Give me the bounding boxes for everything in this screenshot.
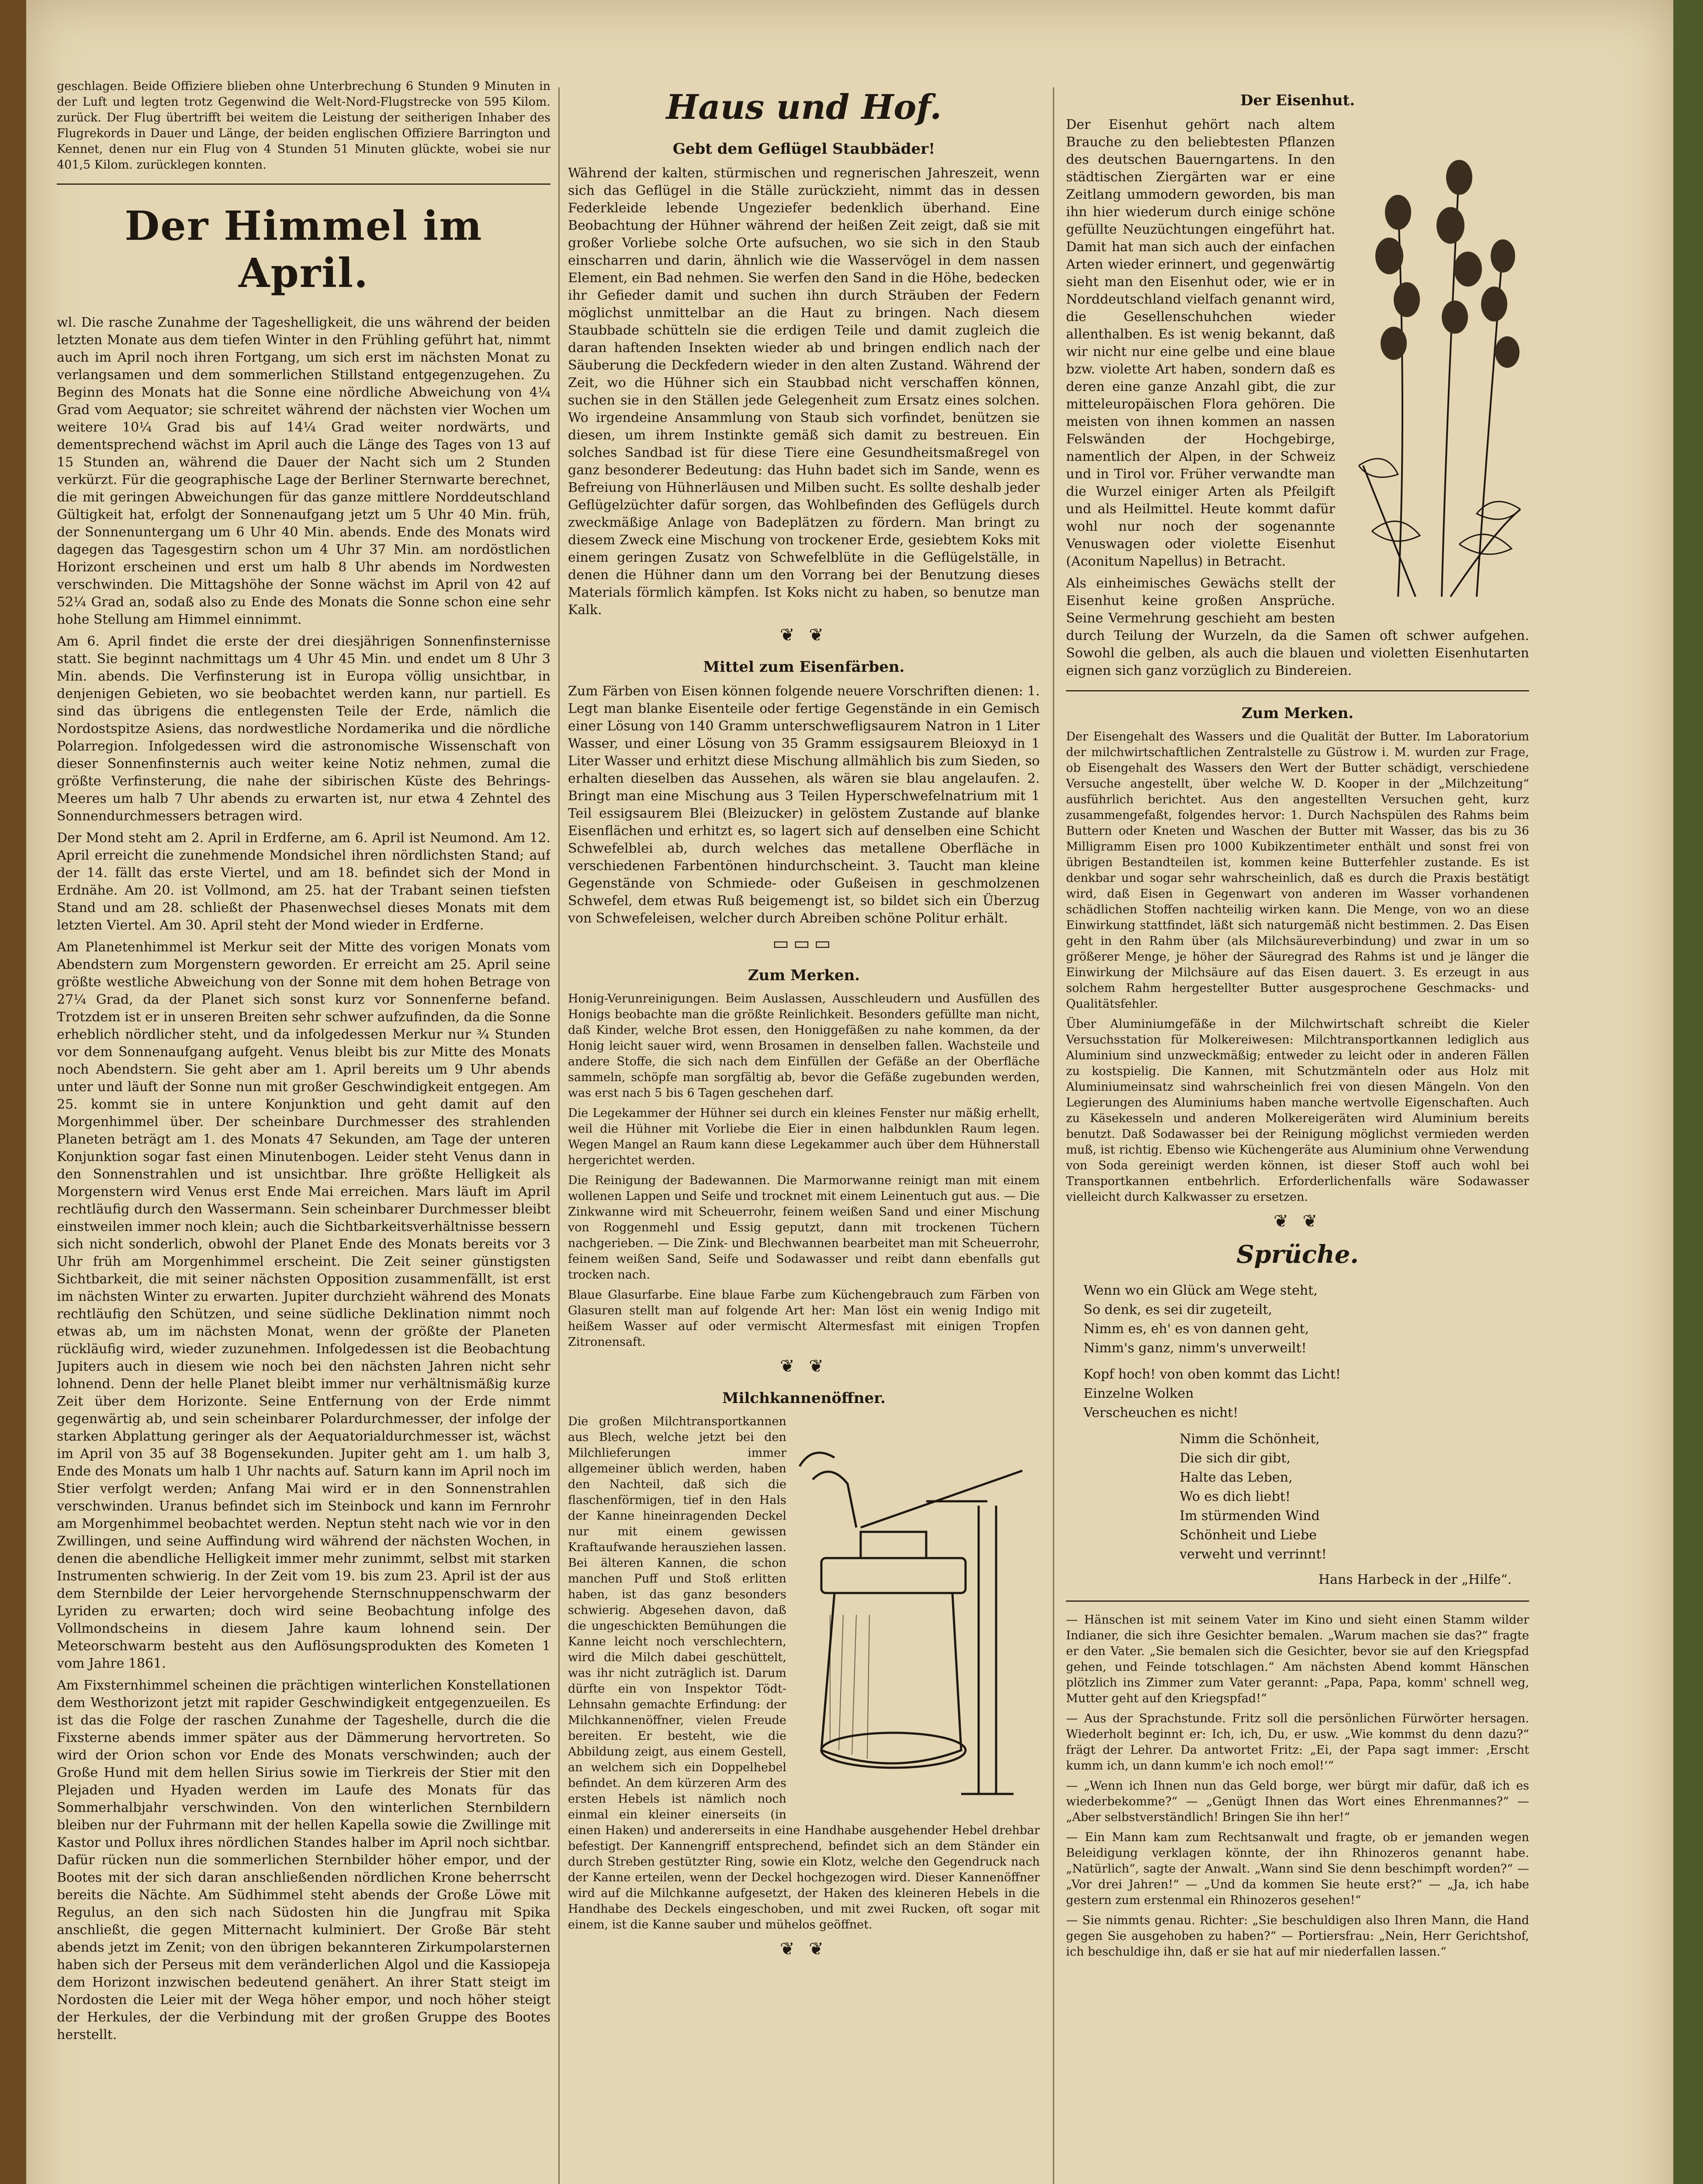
poem-stanza-3: [1180, 1431, 1529, 1563]
poem-line: Die sich dir gibt,: [1180, 1451, 1291, 1466]
left-page-edge: [0, 0, 26, 2184]
article-paragraph: Über Aluminiumgefäße in der Milchwirtschaft schreibt die Kieler Versuchsstation für Molkereiwesen: Milchtransportkannen lediglich aus Aluminium sind unzweckmäßig; entweder zu leicht oder in anderen Fällen zu kostspielig. Die Kannen, mit Schutzmänteln oder aus Holz mit Aluminiumeinsatz sind wahrscheinlich frei von diesen Mängeln. Von den Legierungen des Aluminiums haben manche wertvolle Eigenschaften. Auch zu Käsekesseln und anderen Molkereigeräten wird Aluminium bereits benutzt. Daß Sodawasser bei der Reinigung möglichst vermieden werden muß, ist richtig. Ebenso wie Küchengeräte aus Aluminium ohne Verwendung von Soda gereinigt werden können, ist dieser Stoff auch wohl bei Transportkannen entbehrlich. Erforderlichenfalls wäre Sodawasser vielleicht durch Kalkwasser zu ersetzen.: [1066, 1017, 1529, 1204]
poem-stanza-1: [1083, 1282, 1529, 1357]
ornament: ❦ ❦: [780, 1939, 828, 1959]
article-paragraph: Blaue Glasurfarbe. Eine blaue Farbe zum Küchengebrauch zum Färben von Glasuren stellt man auf folgende Art her: Man löst ein wenig Indigo mit heißem Wasser auf oder vermischt Altermesfast mit einigen Tropfen Zitronensaft.: [568, 1288, 1040, 1349]
ornament-boxes: ▭▭▭: [772, 933, 835, 954]
poem-line: Einzelne Wolken: [1083, 1386, 1194, 1401]
milk-can-opener-illustration: [795, 1418, 1040, 1804]
poem-stanza-2: [1083, 1366, 1529, 1422]
article-paragraph: Die Legekammer der Hühner sei durch ein kleines Fenster nur mäßig erhellt, weil die Hühner mit Vorliebe die Eier in einen halbdunklen Raum legen. Wegen Mangel an Raum kann diese Legekammer auch über dem Hühnerstall hergerichtet werden.: [568, 1106, 1040, 1167]
article-paragraph: Der Eisengehalt des Wassers und die Qualität der Butter. Im Laboratorium der milchwirtschaftlichen Zentralstelle zu Güstrow i. M. wurden zur Frage, ob Eisengehalt des Wassers den Wert der Butter schädigt, verschiedene Versuche angestellt, über welche W. D. Kooper in der „Milchzeitung“ ausführlich berichtet. Aus den angestellten Versuchen geht, kurz zusammengefaßt, folgendes hervor: 1. Durch Nachspülen des Rahms beim Buttern oder Kneten und Waschen der Butter mit Wasser, das bis zu 36 Milligramm Eisen pro 1000 Kubikzentimeter enthält und sonst frei von übrigen Bestandteilen ist, kommen keine Butterfehler zustande. Es ist denkbar und sogar sehr wahrscheinlich, daß es durch die Praxis bestätigt wird, daß Eisen in Gegenwart von anderen im Wasser vorhandenen schädlichen Stoffen nachteilig wirken kann. Die Menge, von wo an diese Einwirkung stattfindet, läßt sich naturgemäß nicht bestimmen. 2. Das Eisen geht in den Rahm über (als Milchsäureverbindung) und zwar in um so größerer Menge, je höher der Säuregrad des Rahms ist und je länger die Einwirkung der Milchsäure auf das Eisen dauert. 3. Es erzeugt in aus solchem Rahm hergestellter Butter ausgesprochene Geschmacks- und Qualitätsfehler.: [1066, 730, 1529, 1011]
article-heading: Zum Merken.: [1241, 705, 1354, 722]
article-paragraph: Als einheimisches Gewächs stellt der Eisenhut keine großen Ansprüche. Seine Vermehrung geschieht am besten durch Teilung der Wurzeln, da die Samen oft schwer aufgehen. Sowohl die gelben, als auch die blauen und violetten Eisenhutarten eignen sich ganz vorzüglich zu Bindereien.: [1066, 576, 1529, 678]
article-heading: Gebt dem Geflügel Staubbäder!: [672, 140, 935, 158]
poem-line: So denk, es sei dir zugeteilt,: [1083, 1302, 1272, 1317]
article-paragraph: wl. Die rasche Zunahme der Tageshelligkeit, die uns während der beiden letzten Monate aus dem tiefen Winter in den Frühling geführt hat, nimmt auch im April noch ihren Fortgang, um sich erst im nächsten Monat zu verlangsamen und dem sommerlichen Stillstand entgegenzugehen. Zu Beginn des Monats hat die Sonne eine nördliche Abweichung von 4¼ Grad vom Aequator; sie schreitet während der nächsten vier Wochen um weitere 10¼ Grad bis auf 14¼ Grad weiter nordwärts, und dementsprechend wächst im April auch die Länge des Tages von 13 auf 15 Stunden an, während die Dauer der Nacht sich um 2 Stunden verkürzt. Für die geographische Lage der Berliner Sternwarte berechnet, die mit geringen Abweichungen für das ganze mittlere Norddeutschland Gültigkeit hat, erfolgt der Sonnenaufgang jetzt um 5 Uhr 40 Min. früh, der Sonnenuntergang um 6 Uhr 40 Min. abends. Ende des Monats wird dagegen das Tagesgestirn schon um 4 Uhr 37 Min. am nordöstlichen Horizont erscheinen und erst um halb 8 Uhr abends im Nordwesten verschwinden. Die Mittagshöhe der Sonne wächst im April von 42 auf 52¼ Grad an, sodaß also zu Ende des Monats die Sonne schon eine sehr hohe Stellung am Himmel einnimmt.: [57, 315, 550, 627]
joke-paragraph: — Hänschen ist mit seinem Vater im Kino und sieht einen Stamm wilder Indianer, die sich ihre Gesichter bemalen. „Warum machen sie das?“ fragte er den Vater. „Sie bemalen sich die Gesichter, bevor sie auf den Kriegspfad gehen, und Feinde totschlagen.“ Am nächsten Abend kommt Hänschen plötzlich ins Zimmer zum Vater gerannt: „Papa, Papa, komm' schnell weg, Mutter geht auf den Kriegspfad!“: [1066, 1613, 1529, 1705]
article-title: Der Himmel im April.: [125, 202, 483, 297]
article-paragraph: Am Fixsternhimmel scheinen die prächtigen winterlichen Konstellationen dem Westhorizont jetzt mit rapider Geschwindigkeit entgegenzueilen. Es ist das die Folge der raschen Zunahme der Tageshelle, durch die die Fixsterne abends immer später aus der Dämmerung hervortreten. So wird der Orion schon vor Ende des Monats verschwinden; auch der Große Hund mit dem hellen Sirius sowie im Tierkreis der Stier mit den Plejaden und Hyaden werden im Laufe des Monats für das Sommerhalbjahr verschwinden. Von den winterlichen Sternbildern bleiben nur der Fuhrmann mit der hellen Kapella sowie die Zwillinge mit Kastor und Pollux ihres nördlichen Standes halber im April noch sichtbar. Dafür rücken nun die sommerlichen Sternbilder höher empor, und der Bootes mit der sich daran anschließenden nördlichen Krone beherrscht bereits die Nächte. Am Südhimmel steht abends der Große Löwe mit Regulus, an den sich nach Südosten hin die Jungfrau mit Spika anschließt, die gegen Mitternacht kulminiert. Der Große Bär steht abends jetzt im Zenit; von den übrigen bekannteren Zirkumpolarsternen haben sich der Perseus mit dem veränderlichen Algol und die Kassiopeja dem Horizont inzwischen bedeutend genähert. An ihrer Statt steigt im Nordosten die Leier mit der Wega höher empor, und noch höher steigt der Herkules, der die Verbindung mit der großen Gruppe des Bootes herstellt.: [57, 1678, 550, 2042]
article-paragraph: Honig-Verunreinigungen. Beim Auslassen, Ausschleudern und Ausfüllen des Honigs beobachte man die größte Reinlichkeit. Besonders gefüllte man nicht, daß Kinder, welche Brot essen, den Honiggefäßen zu nahe kommen, da der Honig leicht sauer wird, wenn Brosamen in denselben fallen. Wachsteile und andere Stoffe, die sich nach dem Einfüllen der Gefäße an der Oberfläche sammeln, schöpfe man sorgfältig ab, bevor die Gefäße zugebunden werden, was erst nach 5 bis 6 Tagen geschehen darf.: [568, 992, 1040, 1100]
column-middle: [568, 79, 1040, 2184]
newspaper-page: [26, 0, 1673, 2184]
article-paragraph: Die Reinigung der Badewannen. Die Marmorwanne reinigt man mit einem wollenen Lappen und Seife und trocknet mit einem Leinentuch gut aus. — Die Zinkwanne wird mit Scheuerrohr, feinem weißen Sand und einer Mischung von Roggenmehl und Essig geputzt, dann mit trockenen Tüchern nachgerieben. — Die Zink- und Blechwannen bearbeitet man mit Scheuerrohr, feinem weißen Sand, Seife und Sodawasser und reibt dann ebenfalls gut trocken nach.: [568, 1174, 1040, 1282]
poem-signature: Hans Harbeck in der „Hilfe“.: [1318, 1572, 1512, 1587]
ornament: ❦ ❦: [780, 1356, 828, 1376]
column-left: [57, 79, 550, 2184]
poem-line: Nimm es, eh' es von dannen geht,: [1083, 1321, 1309, 1337]
intro-paragraph: geschlagen. Beide Offiziere blieben ohne Unterbrechung 6 Stunden 9 Minuten in der Luft und legten trotz Gegenwind die Welt-Nord-Flugstrecke von 595 Kilom. zurück. Der Flug übertrifft bei weitem die Leistung der seitherigen Inhaber des Flugrekords in Dauer und Länge, der beiden englischen Offiziere Barrington und Kennet, denen nur ein Flug von 4 Stunden 51 Minuten glückte, wobei sie nur 401,5 Kilom. zurücklegen konnten.: [57, 79, 550, 172]
poem-line: Halte das Leben,: [1180, 1470, 1293, 1485]
poem-line: Nimm die Schönheit,: [1180, 1431, 1320, 1447]
poem-line: Nimm's ganz, nimm's unverweilt!: [1083, 1341, 1307, 1356]
column-divider: [558, 87, 560, 2184]
monkshood-illustration: [1346, 116, 1529, 607]
article-heading: Zum Merken.: [748, 967, 860, 984]
article-paragraph: Am Planetenhimmel ist Merkur seit der Mitte des vorigen Monats vom Abendstern zum Morgenstern geworden. Er erreicht am 25. April seine größte westliche Abweichung von der Sonne mit dem hohen Betrage von 27¼ Grad, da der Planet sich sonst kurz vor Sonnenferne befand. Trotzdem ist er in unseren Breiten sehr schwer aufzufinden, da die Sonne erheblich nördlicher steht, und da infolgedessen Merkur nur ¾ Stunden vor dem Sonnenaufgang aufgeht. Venus bleibt bis zur Mitte des Monats noch Abendstern. Sie geht aber am 1. April bereits um 9 Uhr abends unter und läuft der Sonne nun mit großer Geschwindigkeit entgegen. Am 25. kommt sie in untere Konjunktion und geht damit auf den Morgenhimmel über. Der scheinbare Durchmesser des strahlenden Planeten beträgt am 1. des Monats 47 Sekunden, am Tage der unteren Konjunktion sogar fast einen Minutenbogen. Leider steht Venus dann in den Sonnenstrahlen und ist unsichtbar. Ihre größte Helligkeit als Morgenstern wird Venus erst Ende Mai erreichen. Mars läuft im April rechtläufig durch den Wassermann. Sein scheinbarer Durchmesser bleibt einstweilen immer noch klein; auch die Sichtbarkeitsverhältnisse bessern sich nicht sonderlich, obwohl der Planet Ende des Monats bereits vor 3 Uhr früh am Morgenhimmel erscheint. Die Zeit seiner günstigsten Sichtbarkeit, die mit seiner nächsten Opposition zusammenfällt, ist erst im nächsten Winter zu erwarten. Jupiter durchzieht während des Monats rechtläufig den Schützen, und seine südliche Deklination nimmt noch etwas ab, um im nächsten Monat, wenn der größte der Planeten rückläufig wird, wieder zuzunehmen. Infolgedessen ist die Beobachtung Jupiters auch in diesem wie noch bei den nächsten Jahren nicht sehr lohnend. Denn der helle Planet bleibt immer nur verhältnismäßig kurze Zeit über dem Horizonte. Seine Entfernung von der Erde nimmt gegenwärtig ab, und sein scheinbarer Polardurchmesser, der infolge der starken Abplattung geringer als der Aequatorialdurchmesser ist, wächst im April von 35 auf 38 Bogensekunden. Jupiter geht am 1. um halb 3, Ende des Monats um halb 1 Uhr nachts auf. Saturn kann im April noch im Stier verfolgt werden; Anfang Mai wird er in den Sonnenstrahlen verschwinden. Uranus befindet sich im Steinbock und kann im Fernrohr am Morgenhimmel beobachtet werden. Neptun steht nach wie vor in den Zwillingen, und seine Auffindung wird während der nächsten Wochen, in denen die abendliche Helligkeit immer mehr zunimmt, selbst mit starken Instrumenten schwierig. In der Zeit vom 19. bis zum 23. April ist der aus dem Sternbilde der Leier hervorgehende Sternschnuppenschwarm der Lyriden zu erwarten; doch wird seine Beobachtung infolge des Vollmondscheins in diesem Jahre kaum lohnend sein. Der Meteorschwarm besteht aus den Auflösungsprodukten des Kometen 1 vom Jahre 1861.: [57, 940, 550, 1671]
article-heading: Mittel zum Eisenfärben.: [703, 658, 905, 676]
binding-spine: [1673, 0, 1703, 2184]
article-paragraph: Während der kalten, stürmischen und regnerischen Jahreszeit, wenn sich das Geflügel in die Ställe zurückzieht, nimmt das in dessen Federkleide lebende Ungeziefer bedenklich überhand. Eine Beobachtung der Hühner während der heißen Zeit zeigt, daß sie mit großer Vorliebe solche Orte aufsuchen, wo sie sich in den Staub einscharren und darin, ähnlich wie die Wasservögel in dem nassen Element, ein Bad nehmen. Sie werfen den Sand in die Höhe, bedecken ihr Gefieder damit und suchen ihn durch Sträuben der Federn möglichst unmittelbar an die Haut zu bringen. Nach diesem Staubbade schütteln sie die erdigen Teile und damit zugleich die daran haftenden Insekten wieder ab und bringen endlich nach der Säuberung die Deckfedern wieder in den alten Zustand. Während der Zeit, wo die Hühner sich ein Staubbad nicht verschaffen können, suchen sie in den Ställen jede Gelegenheit zum Ersatz eines solchen. Wo irgendeine Ansammlung von Staub sich vorfindet, benützen sie diesen, um ihrem Instinkte gemäß sich damit zu bestreuen. Ein solches Sandbad ist für diese Tiere eine Gesundheitsmaßregel von ganz besonderer Bedeutung: das Huhn badet sich im Sande, wenn es Befreiung von Hühnerläusen und Milben sucht. Es sollte deshalb jeder Geflügelzüchter dafür sorgen, das Wohlbefinden des Geflügels durch zweckmäßige Anlage von Badeplätzen zu fördern. Man bringt zu diesem Zweck eine Mischung von trockener Erde, gesiebtem Koks mit einem geringen Zusatz von Schwefelblüte in die Geflügelställe, in denen die Hühner dann um den Vorrang bei der Benutzung dieses Materials förmlich kämpfen. Ist Koks nicht zu haben, so benutze man Kalk.: [568, 166, 1040, 618]
article-heading: Milchkannenöffner.: [722, 1389, 886, 1407]
poem-line: Im stürmenden Wind: [1180, 1508, 1320, 1524]
article-paragraph: Der Eisenhut gehört nach altem Brauche zu den beliebtesten Pflanzen des deutschen Bauerngartens. In den städtischen Ziergärten war er eine Zeitlang ummodern geworden, bis man ihn hier wiederum durch einige schöne gefüllte Neuzüchtungen eingeführt hat. Damit hat man sich auch der einfachen Arten wieder erinnert, und gegenwärtig sieht man den Eisenhut oder, wie er in Norddeutschland vielfach genannt wird, die Gesellenschuhchen wieder allenthalben. Es ist wenig bekannt, daß wir nicht nur eine gelbe und eine blaue bzw. violette Art haben, sondern daß es deren eine ganze Anzahl gibt, die zur mitteleuropäischen Flora gehören. Die meisten von ihnen kommen an nassen Felswänden der Hochgebirge, namentlich der Alpen, in der Schweiz und in Tirol vor. Früher verwandte man die Wurzel einiger Arten als Pfeilgift und als Heilmittel. Heute kommt dafür wohl nur noch der sogenannte Venuswagen oder violette Eisenhut (Aconitum Napellus) in Betracht.: [1066, 117, 1335, 569]
article-paragraph: Zum Färben von Eisen können folgende neuere Vorschriften dienen: 1. Legt man blanke Eisenteile oder fertige Gegenstände in ein Gemisch einer Lösung von 140 Gramm unterschwefligsaurem Natron in 1 Liter Wasser, und einer Lösung von 35 Gramm essigsaurem Bleioxyd in 1 Liter Wasser und erhitzt diese Mischung allmählich bis zum Sieden, so erhalten dieselben das Aussehen, als wären sie blau angelaufen. 2. Bringt man eine Mischung aus 3 Teilen Hyperschwefelnatrium mit 1 Teil essigsaurem Blei (Bleizucker) in gelöstem Zustande auf blanke Eisenflächen und erhitzt es, so lagert sich auf denselben eine Schicht Schwefelblei ab, durch welches das metallene Oberfläche in verschiedenen Farbentönen hindurchscheint. 3. Taucht man kleine Gegenstände von Schmiede- oder Gußeisen in geschmolzenen Schwefel, dem etwas Ruß beigemengt ist, so bildet sich ein Überzug von Schwefeleisen, welcher durch Abreiben schöne Politur erhält.: [568, 684, 1040, 926]
article-paragraph: Am 6. April findet die erste der drei diesjährigen Sonnenfinsternisse statt. Sie beginnt nachmittags um 4 Uhr 45 Min. und endet um 8 Uhr 3 Min. abends. Die Verfinsterung ist in Europa völlig unsichtbar, in denjenigen Gebieten, wo sie beobachtet werden kann, nur partiell. Es sind das übrigens die entlegensten Teile der Erde, nämlich die Nordostspitze Asiens, das nordwestliche Nordamerika und die nördliche Polarregion. Infolgedessen wird die astronomische Wissenschaft von dieser Sonnenfinsternis auch weiter keine Notiz nehmen, zumal die größte Verfinsterung, die nahe der sibirischen Küste des Behrings-Meeres um halb 7 Uhr abends zu erwarten ist, nur etwa 4 Zehntel des Sonnendurchmessers betragen wird.: [57, 634, 550, 824]
divider: [1066, 1600, 1529, 1602]
poem-line: Wo es dich liebt!: [1180, 1489, 1291, 1504]
section-title-sprueche: Sprüche.: [1236, 1240, 1359, 1269]
joke-paragraph: — Aus der Sprachstunde. Fritz soll die persönlichen Fürwörter hersagen. Wiederholt beginnt er: Ich, ich, Du, er usw. „Wie kommst du denn dazu?“ frägt der Lehrer. Da antwortet Fritz: „Ei, der Papa sagt immer: ‚Erscht kumm ich, un dann kumm'e ich noch emol!‘“: [1066, 1712, 1529, 1773]
joke-paragraph: — Ein Mann kam zum Rechtsanwalt und fragte, ob er jemanden wegen Beleidigung verklagen könnte, der ihn Rhinozeros genannt habe. „Natürlich“, sagte der Anwalt. „Wann sind Sie denn beschimpft worden?“ — „Vor drei Jahren!“ — „Und da kommen Sie heute erst?“ — „Ja, ich habe gestern zum erstenmal ein Rhinozeros gesehen!“: [1066, 1831, 1529, 1907]
poem-line: verweht und verrinnt!: [1180, 1547, 1327, 1562]
joke-paragraph: — Sie nimmts genau. Richter: „Sie beschuldigen also Ihren Mann, die Hand gegen Sie ausgehoben zu haben?“ — Portiersfrau: „Nein, Herr Gerichtshof, ich beschuldige ihn, daß er sie hat auf mir niederfallen lassen.“: [1066, 1914, 1529, 1959]
article-paragraph: Die großen Milchtransportkannen aus Blech, welche jetzt bei den Milchlieferungen immer allgemeiner üblich werden, haben den Nachteil, daß sich die flaschenförmigen, tief in den Hals der Kanne hineinragenden Deckel nur mit einem gewissen Kraftaufwande herausziehen lassen. Bei älteren Kannen, die schon manchen Puff und Stoß erlitten haben, ist das ganz besonders schwierig. Abgesehen davon, daß die ungeschickten Bemühungen die Kanne leicht noch verschlechtern, wird die Milch dabei geschüttelt, was ihr nicht zuträglich ist. Darum dürfte ein von Inspektor Tödt-Lehnsahn gemachte Erfindung: der Milchkannenöffner, vielen Freude bereiten. Er besteht, wie die Abbildung zeigt, aus einem Gestell, an welchem sich ein Doppelhebel befindet. An dem kürzeren Arm des ersten Hebels ist nämlich noch einmal ein kleiner einerseits (in einen Haken) und andererseits in eine Handhabe ausgehender Hebel drehbar befestigt. Der Kannengriff entsprechend, befindet sich an dem Ständer ein durch Streben gestützter Ring, sowie ein Klotz, welche den Gegendruck nach der Kanne erteilen, wenn der Deckel hochgezogen wird. Dieser Kannenöffner wird auf die Milchkanne aufgesetzt, der Haken des kleineren Hebels in die Handhabe des Deckels eingeschoben, und mit zwei Rucken, oft sogar mit einem, ist die Kanne sauber und mühelos geöffnet.: [568, 1415, 1040, 1932]
column-right: [1066, 79, 1529, 2184]
column-divider: [1053, 87, 1054, 2184]
joke-paragraph: — „Wenn ich Ihnen nun das Geld borge, wer bürgt mir dafür, daß ich es wiederbekomme?“ — „Genügt Ihnen das Wort eines Ehrenmannes?“ — „Aber selbstverständlich! Bringen Sie ihn her!“: [1066, 1779, 1529, 1824]
ornament: ❦ ❦: [780, 625, 828, 645]
poem-line: Kopf hoch! von oben kommt das Licht!: [1083, 1367, 1341, 1382]
ornament: ❦ ❦: [1274, 1211, 1322, 1231]
poem-line: Verscheuchen es nicht!: [1083, 1405, 1239, 1420]
article-paragraph: Der Mond steht am 2. April in Erdferne, am 6. April ist Neumond. Am 12. April erreicht die zunehmende Mondsichel ihren nördlichsten Stand; auf der 14. fällt das erste Viertel, und am 18. befindet sich der Mond in Erdnähe. Am 20. ist Vollmond, am 25. hat der Trabant seinen tiefsten Stand und am 28. schließt der Phasenwechsel dieses Monats mit dem letzten Viertel. Am 30. April steht der Mond wieder in Erdferne.: [57, 830, 550, 933]
divider: [57, 183, 550, 185]
poem-line: Wenn wo ein Glück am Wege steht,: [1083, 1283, 1318, 1298]
section-title: Haus und Hof.: [666, 87, 942, 127]
article-heading: Der Eisenhut.: [1240, 92, 1355, 109]
poem-line: Schönheit und Liebe: [1180, 1527, 1317, 1543]
divider: [1066, 690, 1529, 691]
